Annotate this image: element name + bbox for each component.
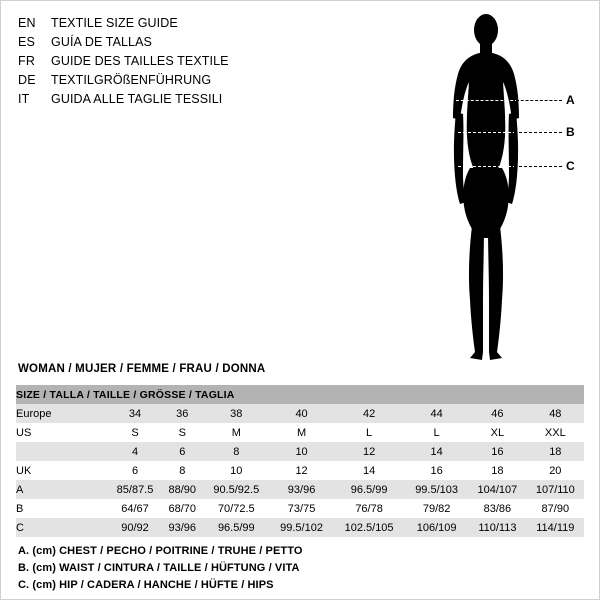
row-value: 102.5/105 xyxy=(333,518,405,537)
language-text: TEXTILGRÖßENFÜHRUNG xyxy=(51,73,212,87)
row-value: S xyxy=(162,423,203,442)
row-value: 16 xyxy=(405,461,468,480)
row-value: M xyxy=(203,423,271,442)
row-value: 88/90 xyxy=(162,480,203,499)
guide-extension-chest xyxy=(516,100,562,101)
row-value: 107/110 xyxy=(527,480,584,499)
row-value: 73/75 xyxy=(270,499,333,518)
table-header-label: SIZE / TALLA / TAILLE / GRÖSSE / TAGLIA xyxy=(16,385,584,404)
row-value: 79/82 xyxy=(405,499,468,518)
language-text: TEXTILE SIZE GUIDE xyxy=(51,16,178,30)
row-value: 90.5/92.5 xyxy=(203,480,271,499)
row-value: 68/70 xyxy=(162,499,203,518)
guide-line-waist xyxy=(458,132,516,133)
table-row xyxy=(16,442,584,461)
table-row xyxy=(16,423,584,442)
language-text: GUIDA ALLE TAGLIE TESSILI xyxy=(51,92,223,106)
row-value: 114/119 xyxy=(527,518,584,537)
row-label xyxy=(16,442,108,461)
row-value: 104/107 xyxy=(468,480,527,499)
table-row xyxy=(16,404,584,423)
table-header-row xyxy=(16,385,584,404)
language-code: FR xyxy=(18,54,36,68)
row-value: 93/96 xyxy=(162,518,203,537)
legend-hip: C. (cm) HIP / CADERA / HANCHE / HÜFTE / HIPS xyxy=(18,579,274,591)
legend-waist: B. (cm) WAIST / CINTURA / TAILLE / HÜFTUNG / VITA xyxy=(18,562,300,574)
row-label: A xyxy=(16,480,108,499)
row-label: B xyxy=(16,499,108,518)
guide-extension-waist xyxy=(514,132,562,133)
row-value: 44 xyxy=(405,404,468,423)
row-value: 14 xyxy=(405,442,468,461)
row-value: 4 xyxy=(108,442,162,461)
row-value: 6 xyxy=(108,461,162,480)
row-value: 46 xyxy=(468,404,527,423)
language-text: GUÍA DE TALLAS xyxy=(51,35,152,49)
row-value: L xyxy=(333,423,405,442)
row-value: XXL xyxy=(527,423,584,442)
table-row xyxy=(16,480,584,499)
legend-chest: A. (cm) CHEST / PECHO / POITRINE / TRUHE / PETTO xyxy=(18,545,303,557)
silhouette-icon xyxy=(420,8,590,378)
row-label: US xyxy=(16,423,108,442)
language-title-list xyxy=(18,14,348,109)
row-label: UK xyxy=(16,461,108,480)
row-value: 14 xyxy=(333,461,405,480)
row-value: 90/92 xyxy=(108,518,162,537)
language-code: DE xyxy=(18,73,36,87)
row-value: 99.5/102 xyxy=(270,518,333,537)
table-row xyxy=(16,499,584,518)
row-value: 6 xyxy=(162,442,203,461)
language-code: EN xyxy=(18,16,36,30)
row-value: 8 xyxy=(162,461,203,480)
row-label: C xyxy=(16,518,108,537)
row-label: Europe xyxy=(16,404,108,423)
measure-label-a: A xyxy=(566,93,575,107)
row-value: 18 xyxy=(527,442,584,461)
language-row xyxy=(18,90,348,109)
row-value: 20 xyxy=(527,461,584,480)
row-value: 10 xyxy=(270,442,333,461)
row-value: 38 xyxy=(203,404,271,423)
row-value: XL xyxy=(468,423,527,442)
guide-extension-hip xyxy=(514,166,562,167)
row-value: 10 xyxy=(203,461,271,480)
guide-line-chest xyxy=(456,100,518,101)
row-value: 96.5/99 xyxy=(203,518,271,537)
row-value: 106/109 xyxy=(405,518,468,537)
row-value: 40 xyxy=(270,404,333,423)
language-row xyxy=(18,52,348,71)
row-value: 12 xyxy=(333,442,405,461)
row-value: 34 xyxy=(108,404,162,423)
language-row xyxy=(18,33,348,52)
language-row xyxy=(18,14,348,33)
row-value: 110/113 xyxy=(468,518,527,537)
row-value: M xyxy=(270,423,333,442)
language-text: GUIDE DES TAILLES TEXTILE xyxy=(51,54,229,68)
row-value: 42 xyxy=(333,404,405,423)
row-value: 85/87.5 xyxy=(108,480,162,499)
row-value: 12 xyxy=(270,461,333,480)
row-value: 16 xyxy=(468,442,527,461)
row-value: 93/96 xyxy=(270,480,333,499)
row-value: S xyxy=(108,423,162,442)
row-value: 18 xyxy=(468,461,527,480)
size-table xyxy=(16,385,584,537)
row-value: 99.5/103 xyxy=(405,480,468,499)
row-value: 70/72.5 xyxy=(203,499,271,518)
row-value: 96.5/99 xyxy=(333,480,405,499)
language-code: IT xyxy=(18,92,30,106)
table-row xyxy=(16,518,584,537)
row-value: 48 xyxy=(527,404,584,423)
row-value: 87/90 xyxy=(527,499,584,518)
row-value: 8 xyxy=(203,442,271,461)
row-value: L xyxy=(405,423,468,442)
row-value: 36 xyxy=(162,404,203,423)
measure-label-b: B xyxy=(566,125,575,139)
table-row xyxy=(16,461,584,480)
language-row xyxy=(18,71,348,90)
measure-label-c: C xyxy=(566,159,575,173)
row-value: 64/67 xyxy=(108,499,162,518)
female-silhouette-figure xyxy=(420,8,590,378)
section-title: WOMAN / MUJER / FEMME / FRAU / DONNA xyxy=(18,363,266,375)
row-value: 83/86 xyxy=(468,499,527,518)
language-code: ES xyxy=(18,35,36,49)
row-value: 76/78 xyxy=(333,499,405,518)
guide-line-hip xyxy=(458,166,516,167)
